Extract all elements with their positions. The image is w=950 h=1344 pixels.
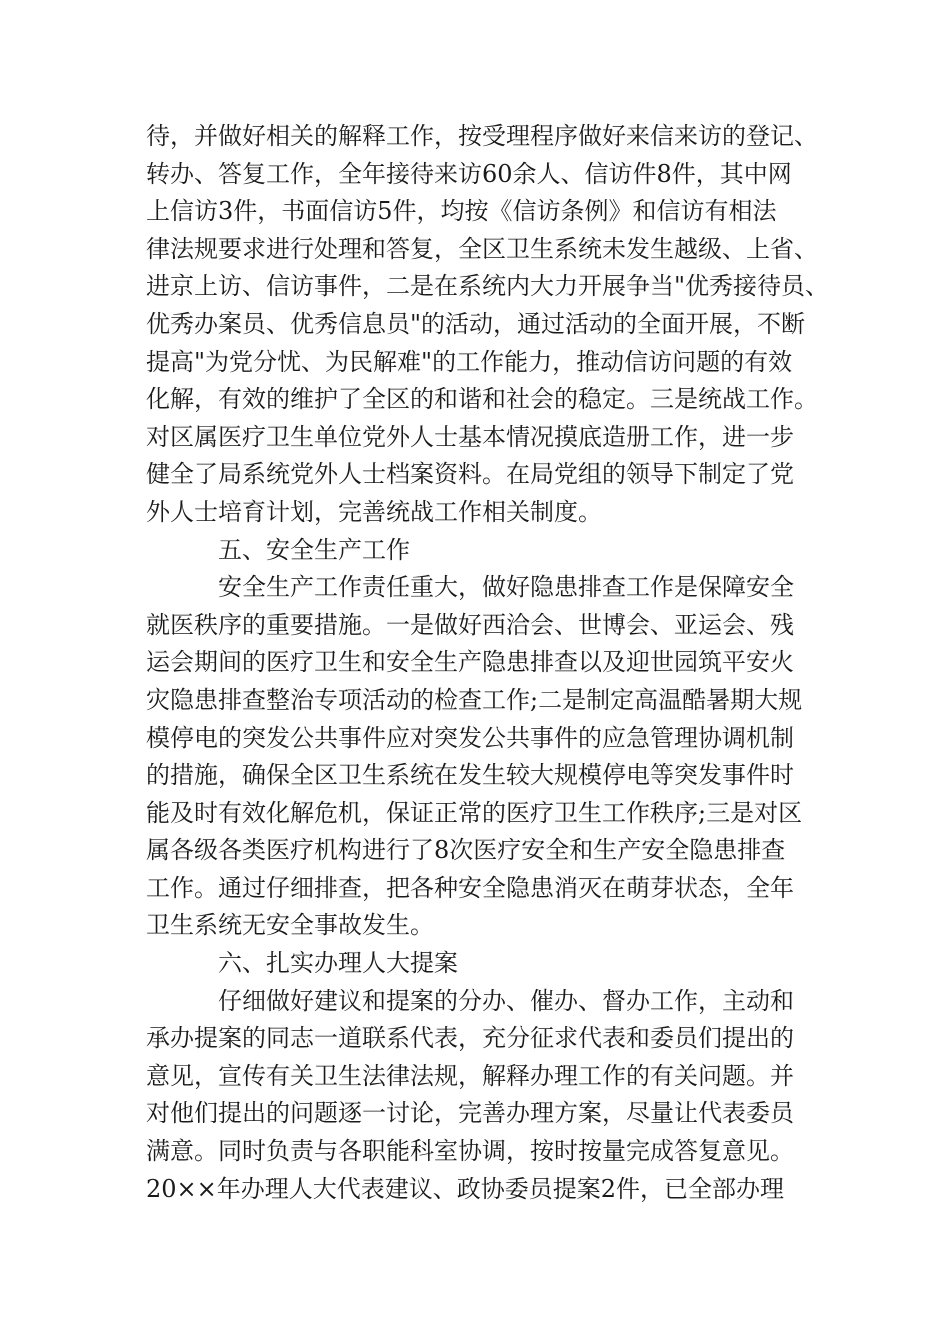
text-line: 卫生系统无安全事故发生。 — [146, 911, 434, 940]
text-line: 化解，有效的维护了全区的和谐和社会的稳定。三是统战工作。 — [146, 385, 818, 414]
section-heading: 五、安全生产工作 — [218, 535, 410, 564]
text-line: 转办、答复工作，全年接待来访60余人、信访件8件，其中网 — [146, 159, 792, 188]
text-line: 律法规要求进行处理和答复，全区卫生系统未发生越级、上省、 — [146, 234, 818, 263]
text-line: 上信访3件，书面信访5件，均按《信访条例》和信访有相法 — [146, 197, 777, 226]
text-line: 工作。通过仔细排查，把各种安全隐患消灭在萌芽状态，全年 — [146, 873, 794, 902]
text-line: 待，并做好相关的解释工作，按受理程序做好来信来访的登记、 — [146, 122, 818, 150]
text-line: 就医秩序的重要措施。一是做好西洽会、世博会、亚运会、残 — [146, 610, 794, 639]
paragraph-first-line: 安全生产工作责任重大，做好隐患排查工作是保障安全 — [218, 573, 794, 602]
text-line: 对他们提出的问题逐一讨论，完善办理方案，尽量让代表委员 — [146, 1099, 794, 1128]
text-line: 20××年办理人大代表建议、政协委员提案2件，已全部办理 — [146, 1174, 785, 1203]
text-line: 满意。同时负责与各职能科室协调，按时按量完成答复意见。 — [146, 1137, 794, 1166]
text-line: 灾隐患排查整治专项活动的检查工作;二是制定高温酷暑期大规 — [146, 685, 803, 714]
section-heading: 六、扎实办理人大提案 — [218, 949, 458, 978]
text-line: 承办提案的同志一道联系代表，充分征求代表和委员们提出的 — [146, 1024, 794, 1053]
text-line: 的措施，确保全区卫生系统在发生较大规模停电等突发事件时 — [146, 761, 794, 790]
text-line: 进京上访、信访事件，二是在系统内大力开展争当"优秀接待员、 — [146, 272, 830, 301]
text-line: 提高"为党分忧、为民解难"的工作能力，推动信访问题的有效 — [146, 347, 793, 376]
paragraph-first-line: 仔细做好建议和提案的分办、催办、督办工作，主动和 — [218, 986, 794, 1015]
body-text — [146, 118, 830, 1208]
text-line: 健全了局系统党外人士档案资料。在局党组的领导下制定了党 — [146, 460, 794, 489]
text-line: 对区属医疗卫生单位党外人士基本情况摸底造册工作，进一步 — [146, 422, 794, 451]
text-line: 模停电的突发公共事件应对突发公共事件的应急管理协调机制 — [146, 723, 794, 752]
text-line: 外人士培育计划，完善统战工作相关制度。 — [146, 497, 602, 526]
text-line: 能及时有效化解危机，保证正常的医疗卫生工作秩序;三是对区 — [146, 798, 803, 827]
text-line: 属各级各类医疗机构进行了8次医疗安全和生产安全隐患排查 — [146, 836, 786, 865]
text-line: 意见，宣传有关卫生法律法规，解释办理工作的有关问题。并 — [146, 1061, 794, 1090]
text-line: 运会期间的医疗卫生和安全生产隐患排查以及迎世园筑平安火 — [146, 648, 794, 677]
text-line: 优秀办案员、优秀信息员"的活动，通过活动的全面开展，不断 — [146, 309, 806, 338]
